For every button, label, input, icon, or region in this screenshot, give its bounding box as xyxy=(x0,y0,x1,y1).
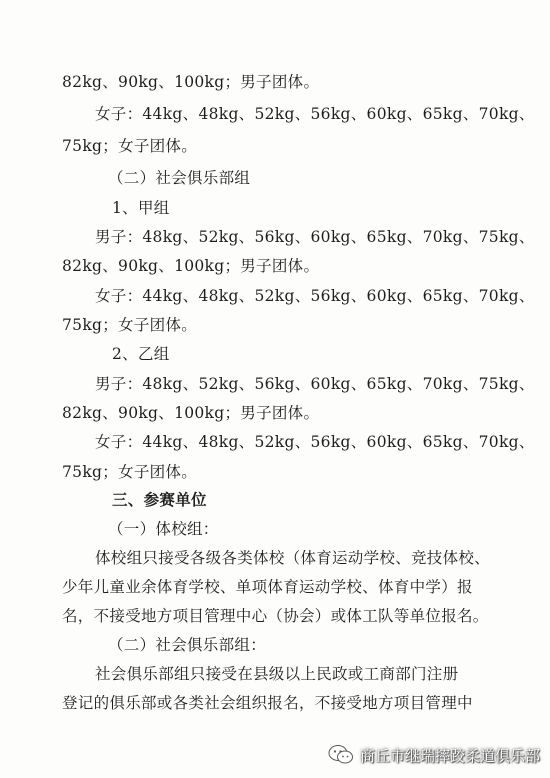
text-line: 女子：44kg、48kg、52kg、56kg、60kg、65kg、70kg、 xyxy=(95,287,535,305)
subsection-heading: 1、甲组 xyxy=(112,199,170,217)
text-line: 男子：48kg、52kg、56kg、60kg、65kg、70kg、75kg、 xyxy=(95,375,535,393)
text-line: 名，不接受地方项目管理中心（协会）或体工队等单位报名。 xyxy=(62,607,489,625)
subsection-heading: （二）社会俱乐部组： xyxy=(108,636,267,654)
subsection-heading: 2、乙组 xyxy=(112,345,170,363)
text-line: 75kg；女子团体。 xyxy=(62,316,198,334)
text-line: 75kg；女子团体。 xyxy=(62,463,198,481)
text-line: 社会俱乐部组只接受在县级以上民政或工商部门注册 xyxy=(95,665,459,683)
text-line: 82kg、90kg、100kg；男子团体。 xyxy=(62,257,320,275)
section-heading: （二）社会俱乐部组 xyxy=(108,169,251,187)
text-line: 男子：48kg、52kg、56kg、60kg、65kg、70kg、75kg、 xyxy=(95,228,535,246)
watermark-text: 商丘市继瑞摔跤柔道俱乐部 xyxy=(359,746,540,765)
wechat-icon xyxy=(328,744,354,766)
section-heading: 三、参赛单位 xyxy=(112,490,207,509)
watermark xyxy=(328,744,540,766)
text-line: 登记的俱乐部或各类社会组织报名，不接受地方项目管理中 xyxy=(62,694,473,712)
text-line: 82kg、90kg、100kg；男子团体。 xyxy=(62,404,320,422)
text-line: 少年儿童业余体育学校、单项体育运动学校、体育中学）报 xyxy=(62,578,473,596)
text-line: 女子：44kg、48kg、52kg、56kg、60kg、65kg、70kg、 xyxy=(95,433,535,451)
text-line: 82kg、90kg、100kg；男子团体。 xyxy=(62,73,320,91)
text-line: 体校组只接受各级各类体校（体育运动学校、竞技体校、 xyxy=(95,549,491,567)
text-line: 75kg；女子团体。 xyxy=(62,137,198,155)
subsection-heading: （一）体校组： xyxy=(108,520,219,538)
text-line: 女子：44kg、48kg、52kg、56kg、60kg、65kg、70kg、 xyxy=(95,105,535,123)
